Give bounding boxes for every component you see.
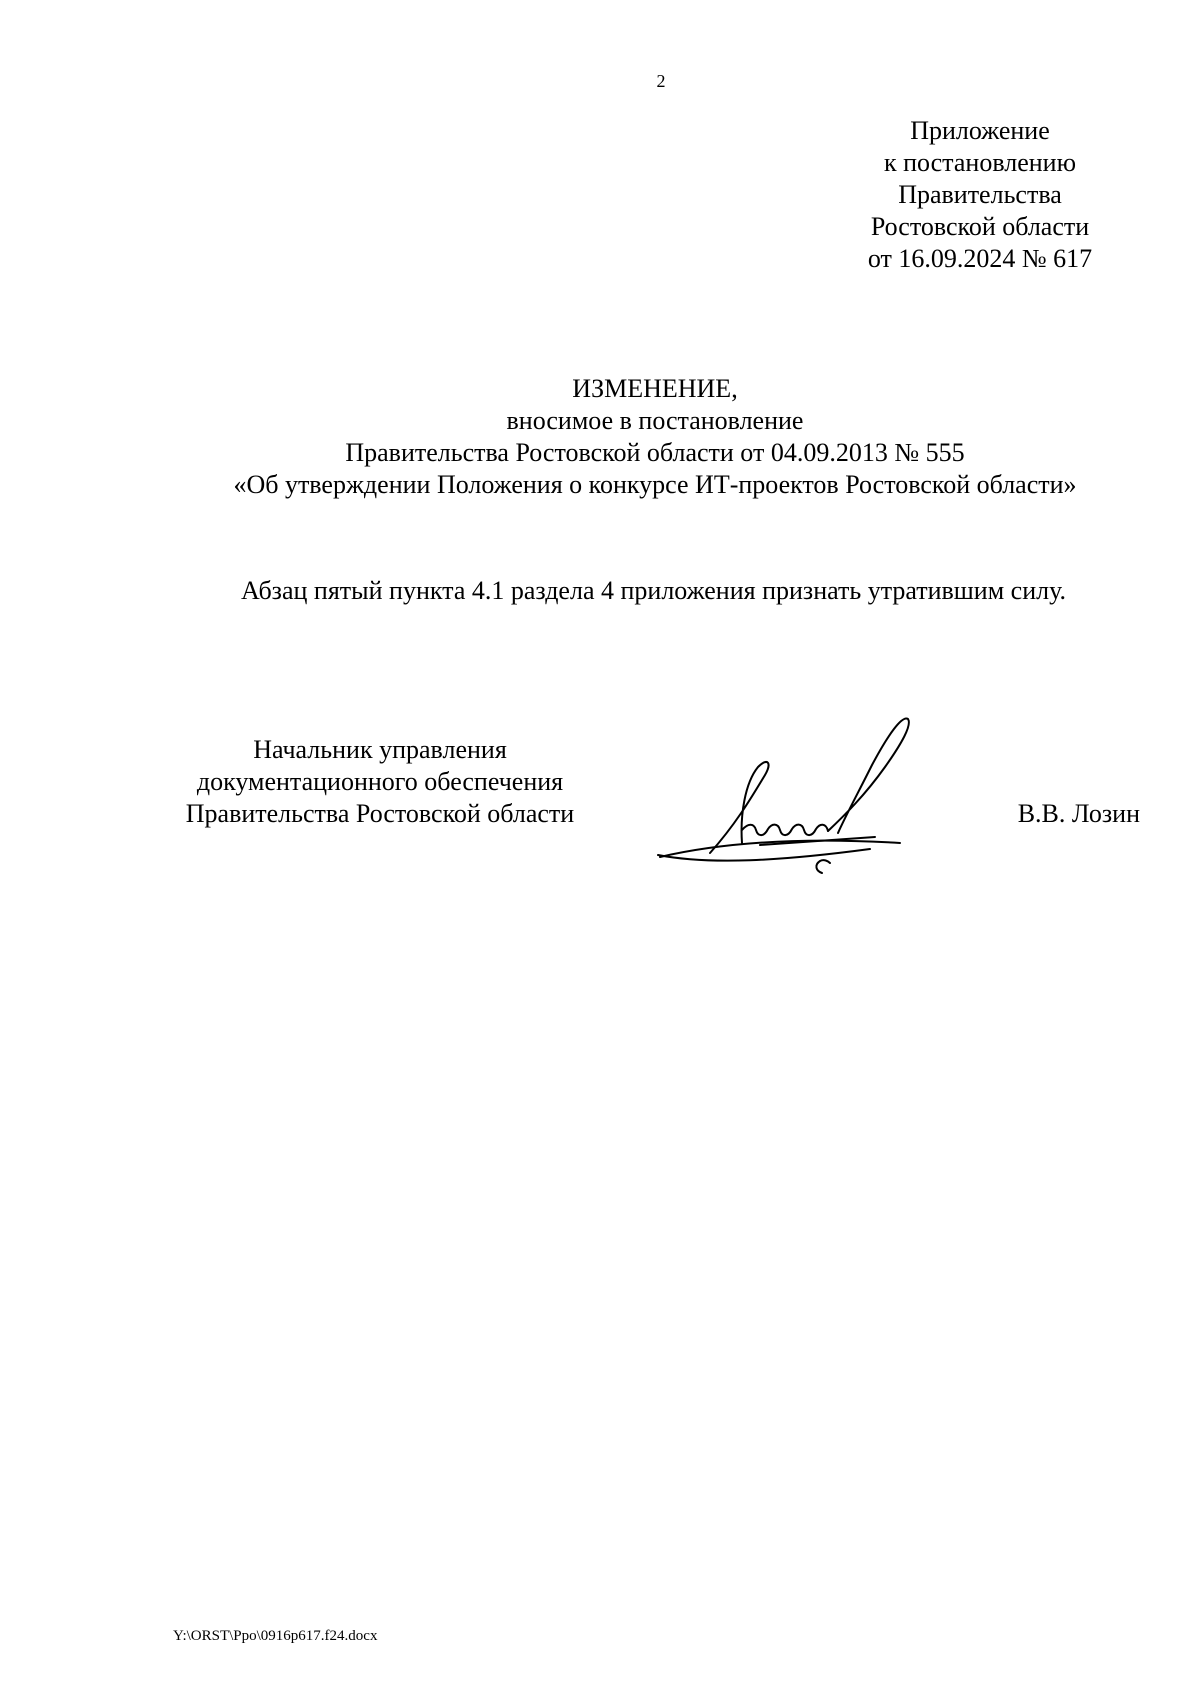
document-title bbox=[150, 373, 1160, 501]
signer-position-line: Начальник управления bbox=[253, 735, 507, 764]
appendix-header bbox=[820, 115, 1140, 275]
title-line: вносимое в постановление bbox=[506, 406, 804, 435]
title-line: Правительства Ростовской области от 04.09.2013 № 555 bbox=[345, 438, 965, 467]
appendix-line: Ростовской области bbox=[870, 212, 1090, 241]
appendix-line: к постановлению bbox=[883, 148, 1077, 177]
footer-file-path: Y:\ORST\Ppo\0916p617.f24.docx bbox=[173, 1628, 378, 1644]
appendix-line: Правительства bbox=[898, 180, 1062, 209]
handwritten-signature bbox=[640, 705, 990, 875]
appendix-line: Приложение bbox=[910, 116, 1050, 145]
title-heading: ИЗМЕНЕНИЕ, bbox=[572, 374, 738, 403]
title-line: «Об утверждении Положения о конкурсе ИТ-проектов Ростовской области» bbox=[233, 470, 1077, 499]
page-number: 2 bbox=[656, 71, 666, 91]
appendix-line: от 16.09.2024 № 617 bbox=[867, 244, 1093, 273]
signer-position-line: документационного обеспечения bbox=[196, 767, 564, 796]
signer-name: В.В. Лозин bbox=[1017, 799, 1140, 828]
signer-position-line: Правительства Ростовской области bbox=[185, 799, 575, 828]
body-paragraph: Абзац пятый пункта 4.1 раздела 4 приложения признать утратившим силу. bbox=[241, 576, 1067, 605]
signer-position bbox=[150, 734, 610, 830]
